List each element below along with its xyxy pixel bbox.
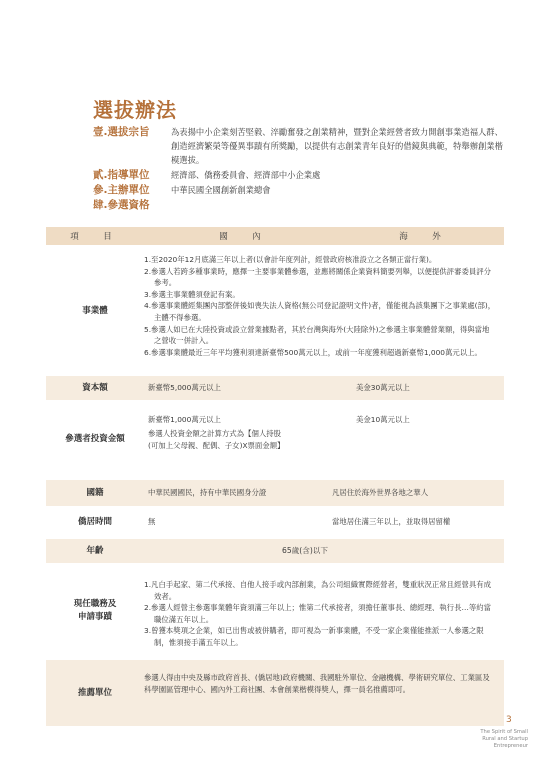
table-row-business	[46, 251, 504, 371]
capital-overseas: 美金30萬元以上	[356, 383, 410, 392]
list-item: 1.至2020年12月底滿三年以上者(以會計年度列計，經營政府核准設立之各類正當行業)。	[144, 255, 437, 264]
row-body	[144, 568, 504, 654]
nationality-overseas: 凡居住於海外世界各地之華人	[332, 488, 429, 497]
table-row-investment	[46, 403, 504, 475]
list-item: 4.參選事業體經集團內部整併後如喪失法人資格(無公司登記證明文件)者，僅能視為該集團下之事業處(部)，主體不得參選。	[144, 301, 496, 322]
row-label: 僑居時間	[77, 516, 112, 527]
page-number: 3	[506, 715, 512, 725]
header-domestic: 國 內	[219, 232, 269, 242]
row-body	[144, 403, 504, 475]
table-row-position	[46, 568, 504, 654]
row-label	[46, 568, 144, 654]
info-label: 壹.選拔宗旨	[93, 126, 150, 138]
eligibility-table	[46, 227, 504, 698]
table-row-recommend	[46, 660, 504, 726]
list-item: 5.參選人如已在大陸投資或設立營業據點者，其於台灣與海外(大陸除外)之參選主事業體營業額，得與當地之營收一併計入。	[144, 324, 490, 346]
business-list	[144, 254, 496, 358]
row-label: 事業體	[82, 305, 108, 316]
info-organizer	[93, 183, 503, 197]
row-label-line: 申請事蹟	[77, 612, 112, 622]
list-item: 3.曾獲本獎項之企業，如已出售或被併購者，即可視為一新事業體，不受一家企業僅能推派一人參選之限制，惟須接手滿五年以上。	[144, 626, 484, 647]
residence-domestic: 無	[148, 517, 156, 526]
invest-overseas: 美金10萬元以上	[356, 415, 410, 424]
info-label: 貳.指導單位	[93, 169, 150, 181]
info-text: 經濟部、僑務委員會、經濟部中小企業處	[171, 170, 321, 180]
invest-domestic-line: (可加上父母親、配偶、子女)X票面金額】	[148, 441, 285, 450]
table-row-nationality	[46, 480, 504, 506]
row-body	[144, 480, 504, 506]
row-label: 參選者投資金額	[65, 433, 125, 444]
info-text: 為表揚中小企業刻苦堅毅、淬勵奮發之創業精神，暨對企業經營者致力開創事業造福人群、創造經濟繁榮等優異事蹟有所獎勵，以提供有志創業青年良好的借鏡與典範，特舉辦創業楷模選拔。	[171, 127, 503, 165]
row-body	[144, 376, 504, 400]
table-row-age	[46, 539, 504, 563]
footer-line: Rural and Startup Entrepreneur	[482, 736, 528, 749]
info-text: 中華民國全國創新創業總會	[171, 185, 271, 195]
info-eligibility	[93, 198, 503, 212]
row-label: 推薦單位	[77, 687, 112, 698]
info-label: 肆.參選資格	[93, 199, 150, 211]
footer-line: The Spirit of Small	[480, 729, 528, 735]
table-header	[46, 227, 504, 245]
recommend-text: 參選人得由中央及縣市政府首長、(僑居地)政府機關、我國駐外單位、金融機構、學術研究單位、工業區及科學園區管理中心、國內外工商社團、本會創業楷模得獎人，擇一員名推薦即可。	[144, 673, 490, 694]
info-block	[93, 125, 503, 213]
position-list	[144, 579, 496, 649]
list-item: 2.參選人經營主參選事業體年資須滿三年以上；惟第二代承接者，須擔任董事長、總經理、執行長…等約當職位滿五年以上。	[144, 603, 492, 624]
info-guidance	[93, 168, 503, 182]
invest-domestic-line: 參選人投資金額之計算方式為【個人持股	[148, 429, 282, 438]
list-item: 2.參選人若跨多種事業時，應擇一主要事業體參選，並應將關係企業資料簡要列舉，以便提供評審委員評分參考。	[144, 266, 492, 288]
residence-overseas: 當地居住滿三年以上，並取得居留權	[332, 517, 451, 526]
list-item: 3.參選主事業體須登記有案。	[144, 289, 240, 299]
info-label: 參.主辦單位	[93, 184, 150, 196]
row-label-line: 現任職務及	[73, 599, 117, 609]
capital-domestic: 新臺幣5,000萬元以上	[148, 383, 221, 392]
age-value: 65歲(含)以下	[282, 546, 328, 555]
page-title: 選拔辦法	[93, 98, 177, 122]
list-item: 6.參選事業體最近三年平均獲利須達新臺幣500萬元以上，或前一年度獲利超過新臺幣1,000萬元以上。	[144, 347, 482, 357]
footer-caption	[470, 729, 528, 750]
header-item: 項 目	[70, 232, 120, 242]
header-overseas: 海 外	[399, 232, 449, 242]
row-label: 國籍	[86, 487, 104, 498]
nationality-domestic: 中華民國國民，持有中華民國身分證	[148, 488, 267, 497]
row-body	[144, 509, 504, 535]
info-purpose	[93, 125, 503, 167]
row-label: 資本額	[82, 382, 108, 393]
row-body	[144, 251, 504, 371]
row-label: 年齡	[86, 545, 104, 556]
table-row-residence	[46, 509, 504, 535]
row-body	[144, 539, 504, 563]
info-text	[171, 198, 503, 212]
table-row-capital	[46, 376, 504, 400]
invest-domestic-line: 新臺幣1,000萬元以上	[148, 415, 221, 424]
list-item: 1.凡白手起家、第二代承接、自他人接手或內部創業，為公司組織實際經營者，雙重狀況正常且經營具有成效者。	[144, 580, 492, 601]
